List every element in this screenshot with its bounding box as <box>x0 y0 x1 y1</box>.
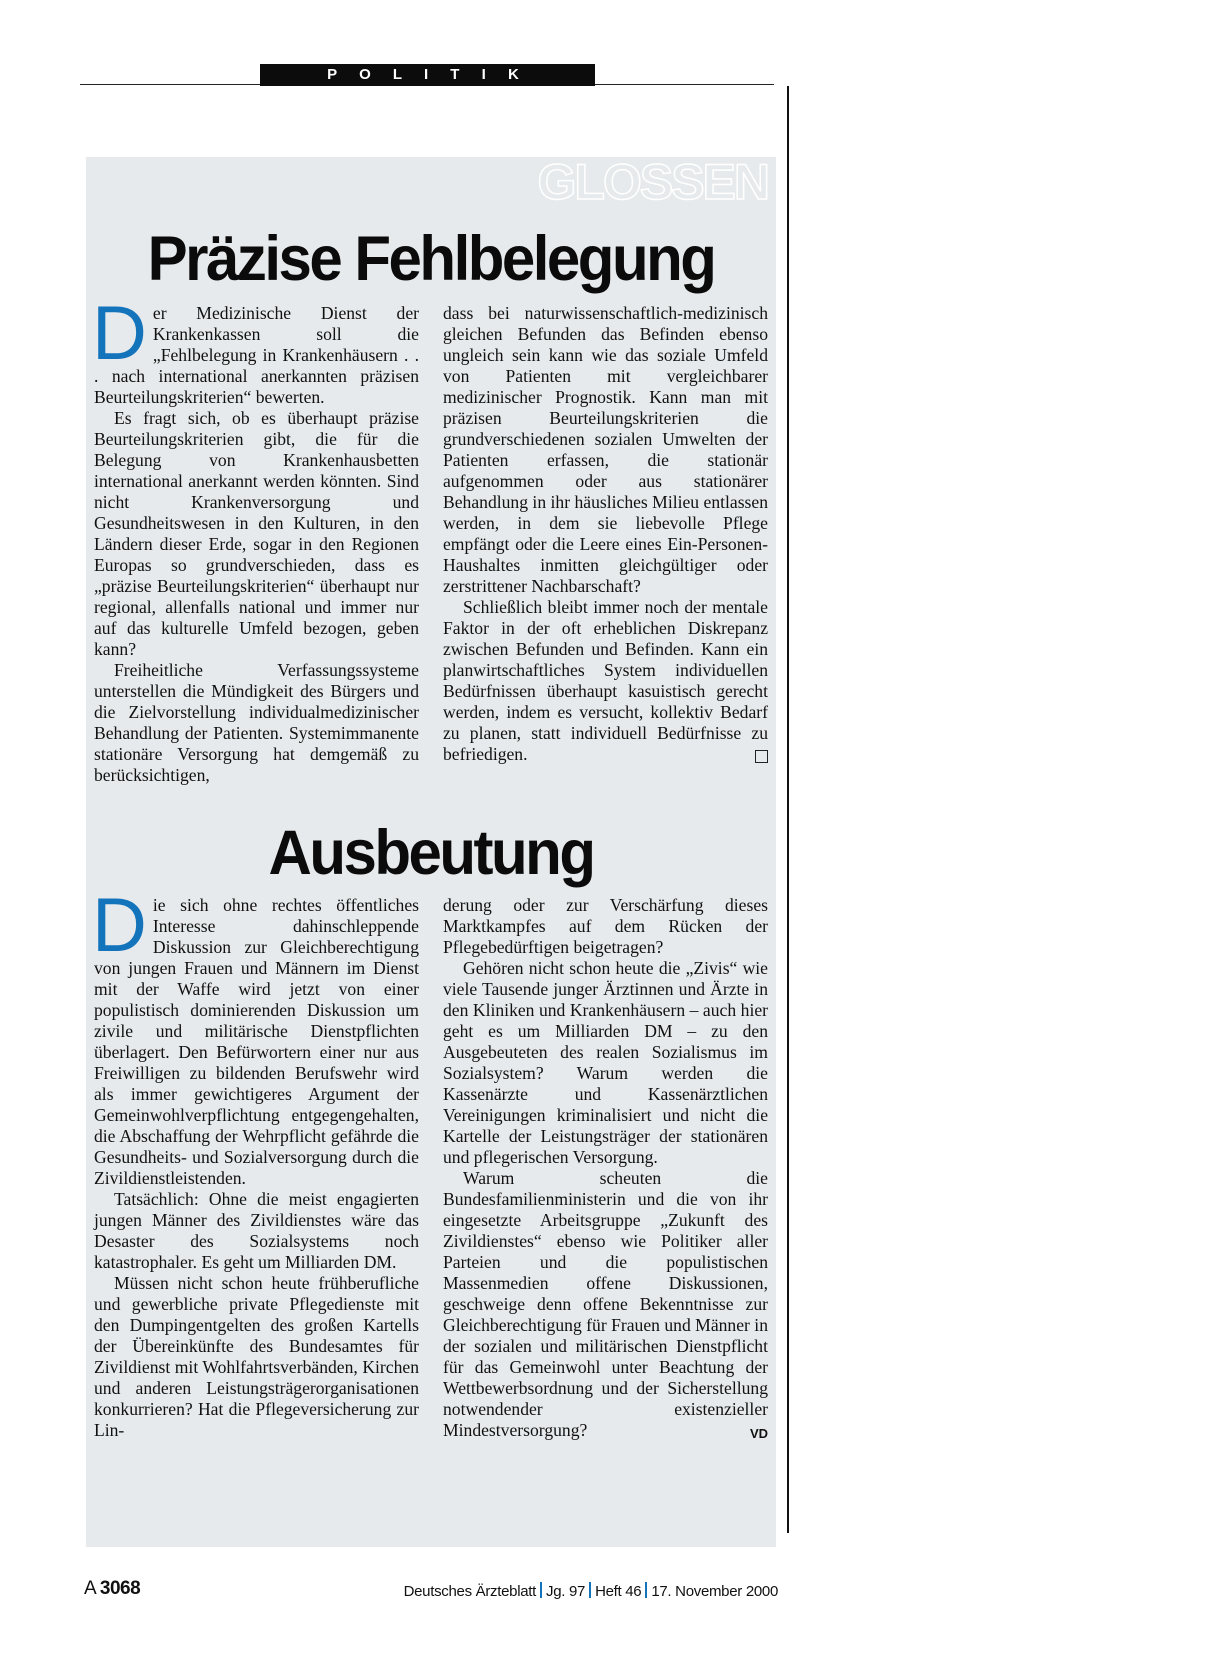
paragraph: Schließlich bleibt immer noch der mentale Faktor in der oft erheblichen Diskrepanz zwischen Befunden und Befinden. Kann ein planwirtschaftliches System individuellen Bedürfnissen überhaupt kasuistisch gerecht werden, indem es versucht, kollektiv Bedarf zu planen, statt individuell Bedürfnisse zu befriedigen. <box>443 597 768 764</box>
paragraph: Müssen nicht schon heute frühberufliche und gewerbliche private Pflegedienste mit den Dumpingentgelten des großen Kartells der Übereinkünfte des Bundesamtes für Zivildienst mit Wohlfahrtsverbänden, Kirchen und anderen Leistungsträgerorganisationen konkurrieren? Hat die Pflegeversicherung zur Lin- <box>94 1273 419 1440</box>
separator <box>645 1582 647 1598</box>
author-signature: VD <box>749 1426 768 1441</box>
paragraph: Tatsächlich: Ohne die meist engagierten jungen Männer des Zivildienstes wäre das Desaster des Sozialsystems noch katastrophaler. Es geht um Milliarden DM. <box>94 1189 419 1272</box>
paragraph: Freiheitliche Verfassungssysteme unterstellen die Mündigkeit des Bürgers und die Zielvorstellung individualmedizinischer Behandlung der Patienten. Systemimmanente stationäre Versorgung hat demgemäß zu berücksichtigen, <box>94 660 419 785</box>
paragraph: Gehören nicht schon heute die „Zivis“ wie viele Tausende junger Ärztinnen und Ärzte in den Kliniken und Krankenhäusern – auch hier geht es um Milliarden DM – zu den Ausgebeuteten des realen Sozialismus im Sozialsystem? Warum werden die Kassenärzte und Kassenärztlichen Vereinigungen kriminalisiert und nicht die Kartelle der Leistungsträger der stationären und pflegerischen Versorgung. <box>443 958 768 1167</box>
paragraph: dass bei naturwissenschaftlich-medizinisch gleichen Befunden das Befinden ebenso ungleich sein kann wie das soziale Umfeld von Patienten mit vergleichbarer medizinischer Prognostik. Kann man mit präzisen Beurteilungskriterien die grundverschiedenen sozialen Umwelten der Patienten erfassen, die stationär aufgenommen oder aus stationärer Behandlung in ihr häusliches Milieu entlassen werden, in dem sie liebevolle Pflege empfängt oder die Leere eines Ein-Personen-Haushaltes inmitten gleichgültiger oder zerstrittener Nachbarschaft? <box>443 303 768 596</box>
dropcap: D <box>92 291 147 376</box>
paragraph: Warum scheuten die Bundesfamilienministerin und die von ihr eingesetzte Arbeitsgruppe „Zukunft des Zivildienstes“ ebenso wie Politiker aller Parteien und die populistischen Massenmedien offene Diskussionen, geschweige denn offene Bekenntnisse zur Gleichberechtigung für Frauen und Männer in der sozialen und militärischen Dienstpflicht für das Gemeinwohl unter Beachtung der Wettbewerbsordnung und der Sicherstellung notwendender existenzieller Mindestversorgung? VD <box>443 1168 768 1441</box>
journal-volume: Jg. 97 <box>546 1583 586 1600</box>
paragraph: Der Medizinische Dienst der Krankenkassen soll die „Fehlbelegung in Krankenhäusern . . . nach international anerkannten präzisen Beurteilungskriterien“ bewerten. <box>92 291 419 407</box>
glossen-panel <box>86 154 776 1547</box>
article-2-right-column <box>443 895 768 1444</box>
paragraph: Es fragt sich, ob es überhaupt präzise Beurteilungskriterien gibt, die für die Belegung von Krankenhausbetten international anerkannt werden könnten. Sind nicht Krankenversorgung und Gesundheitswesen in den Kulturen, in den Ländern dieser Erde, sogar in den Regionen Europas so grundverschieden, dass es „präzise Beurteilungskriterien“ überhaupt nur regional, allenfalls national und immer nur auf das kulturelle Umfeld bezogen, geben kann? <box>94 408 419 659</box>
end-mark-icon <box>755 750 768 763</box>
journal-name: Deutsches Ärzteblatt <box>403 1583 537 1600</box>
article-1-right-column <box>443 303 768 765</box>
article-2-title: Ausbeutung <box>268 817 594 888</box>
separator <box>540 1582 542 1598</box>
paragraph: Die sich ohne rechtes öffentliches Interesse dahinschleppende Diskussion zur Gleichberechtigung von jungen Frauen und Männern im Dienst mit der Waffe wird jetzt von einer populistisch dominierenden Diskussion um zivile und militärische Dienstpflichten überlagert. Den Befürwortern einer nur aus Freiwilligen zu bildenden Berufswehr wird als immer gewichtigeres Argument der Gemeinwohlverpflichtung entgegengehalten, die Abschaffung der Wehrpflicht gefährde die Gesundheits- und Sozialversorgung durch die Zivildienstleistenden. <box>92 883 419 1188</box>
page-footer <box>84 1578 778 1606</box>
journal-date: 17. November 2000 <box>651 1583 778 1600</box>
page-number: A 3068 <box>84 1578 141 1599</box>
separator <box>589 1582 591 1598</box>
dropcap: D <box>92 883 147 968</box>
journal-info <box>404 1582 778 1600</box>
article-1-title: Präzise Fehlbelegung <box>147 223 715 294</box>
column-rule <box>787 86 789 1533</box>
paragraph: derung oder zur Verschärfung dieses Marktkampfes auf dem Rücken der Pflegebedürftigen beigetragen? <box>443 895 768 957</box>
rubric-title: GLOSSEN <box>537 154 768 210</box>
article-2-left-column <box>92 883 419 1441</box>
article-1-left-column <box>92 291 419 786</box>
journal-issue: Heft 46 <box>595 1583 642 1600</box>
section-label: P O L I T I K <box>260 64 595 86</box>
